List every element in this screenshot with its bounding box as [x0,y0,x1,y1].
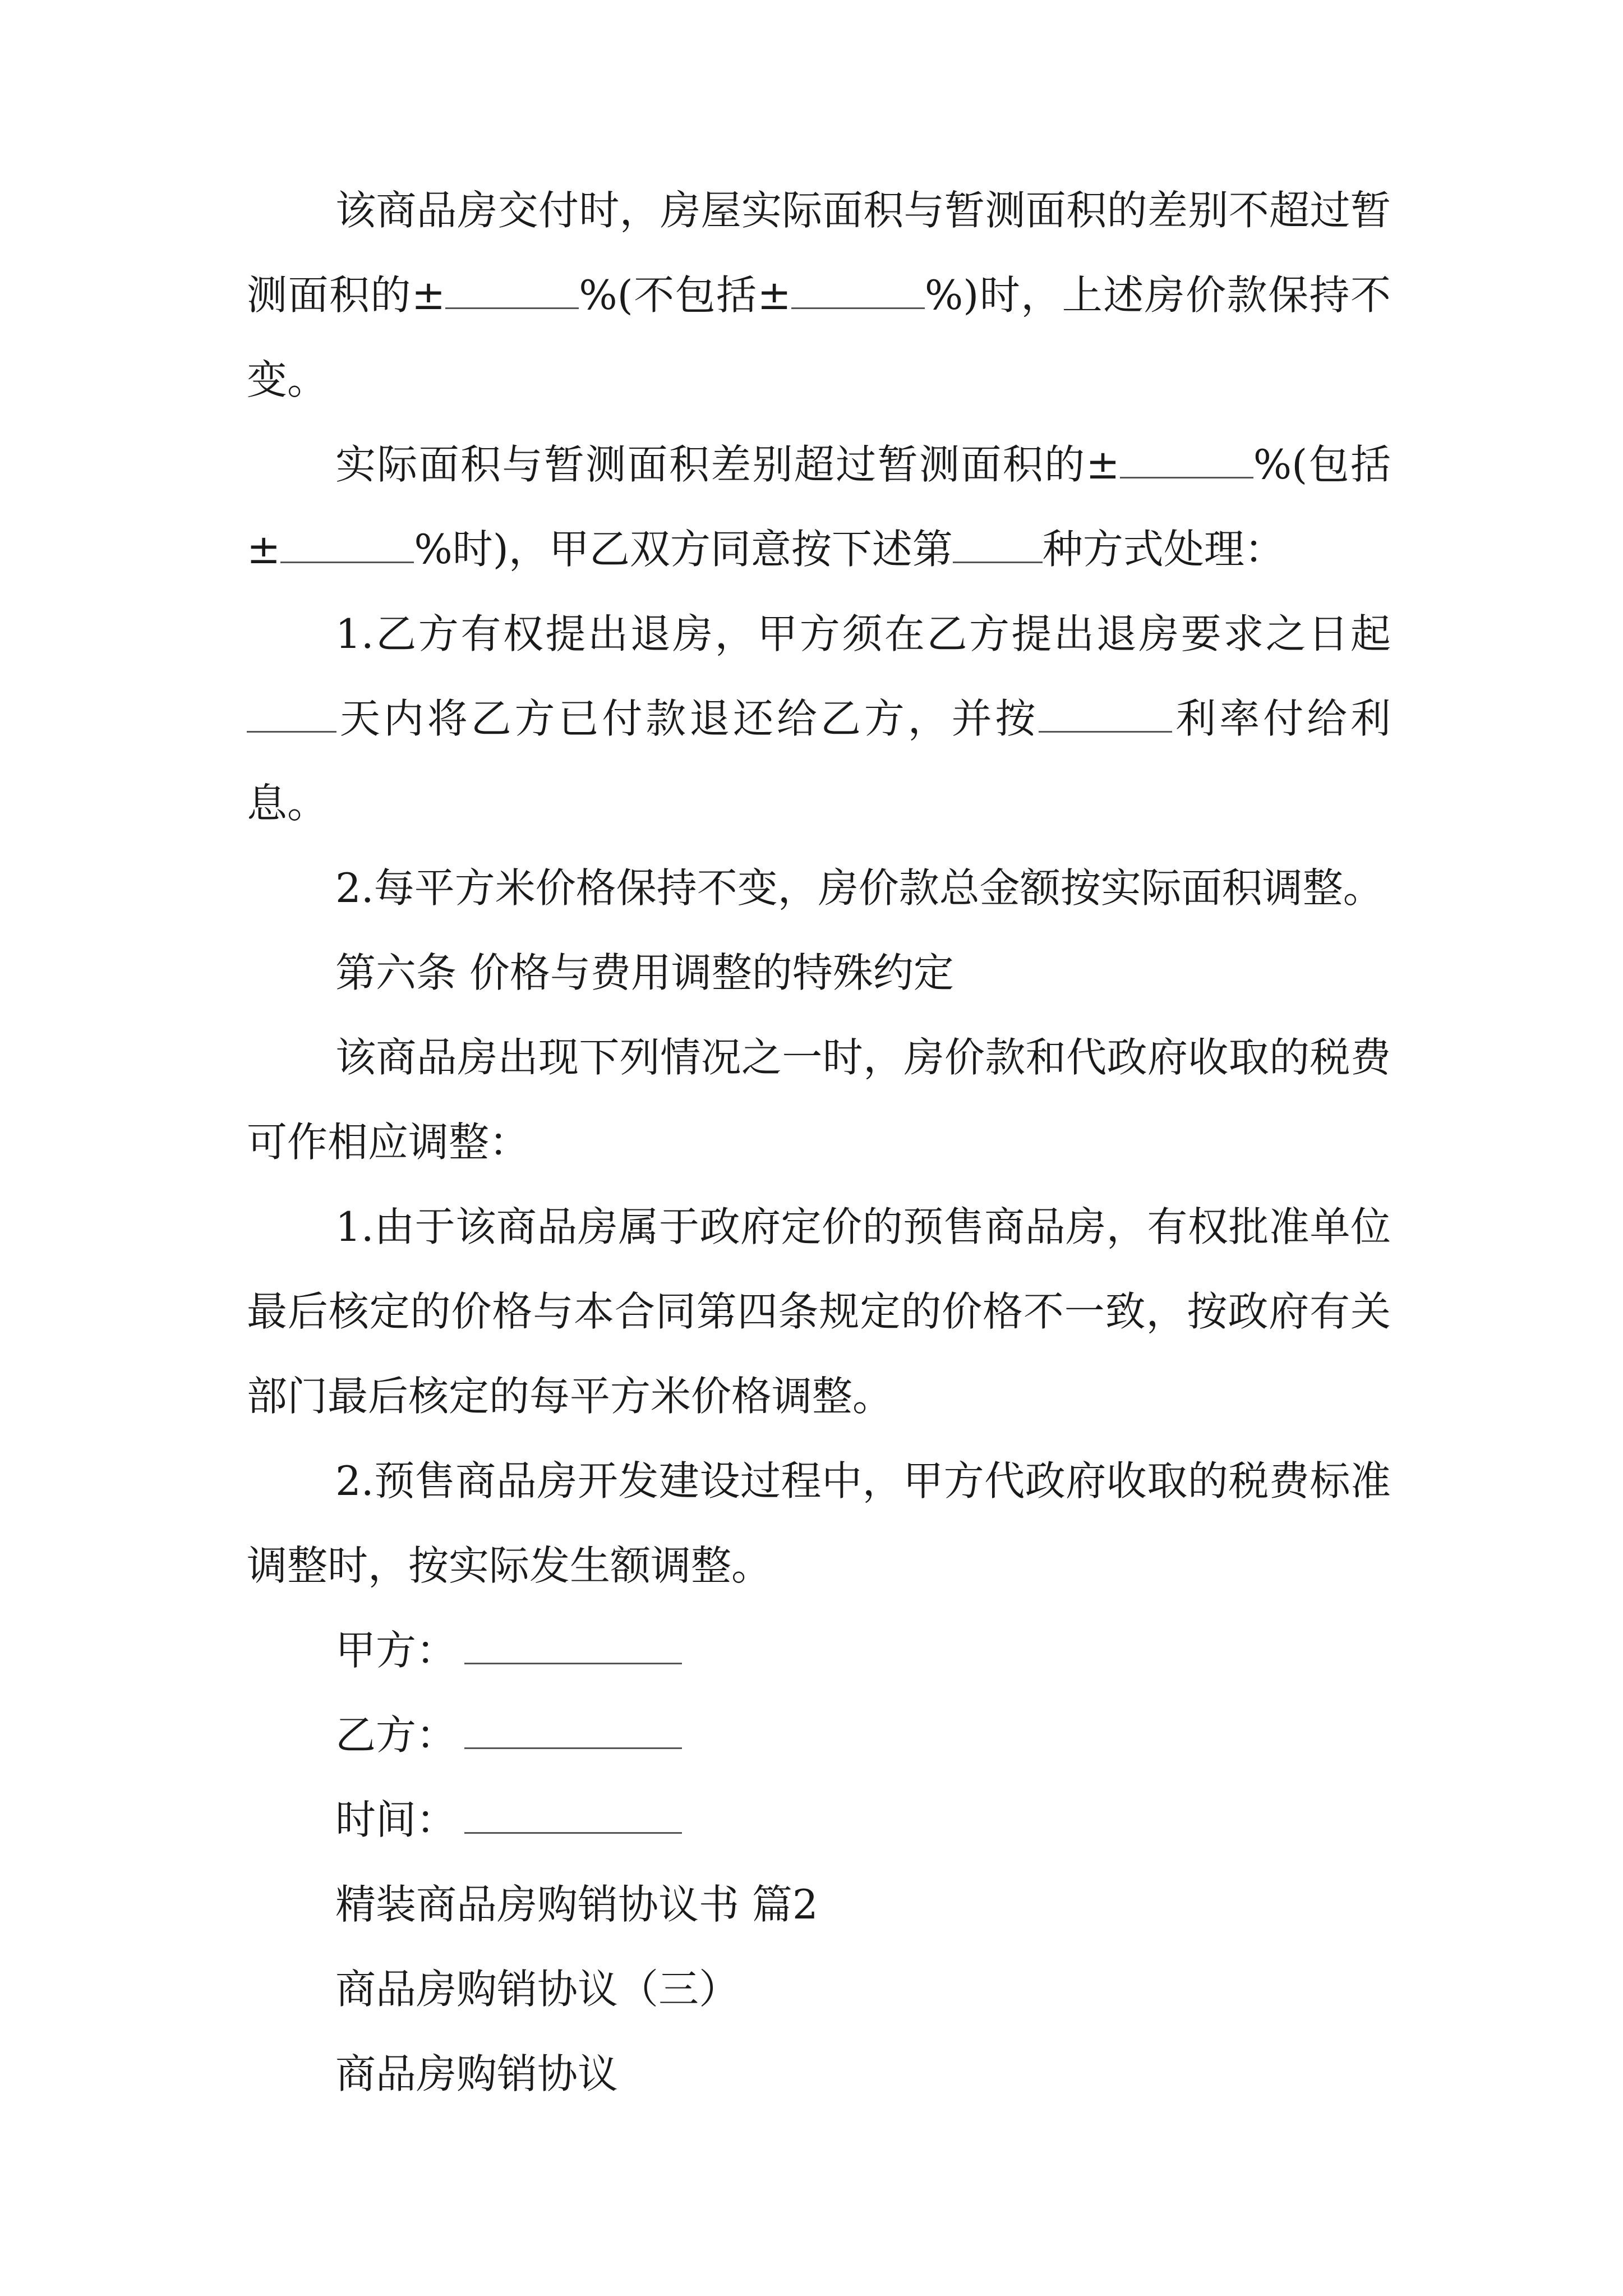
signature-party-a: 甲方： [247,1608,1391,1693]
paragraph-option-1-refund: 1.乙方有权提出退房，甲方须在乙方提出退房要求之日起天内将乙方已付款退还给乙方，并按 利率付给利息。 [247,610,1391,827]
paragraph-adjustment-item-2: 2.预售商品房开发建设过程中，甲方代政府收取的税费标准调整时，按实际发生额调整。 [247,1457,1391,1589]
party-a-signature-blank[interactable] [464,1628,682,1664]
article-6-heading: 第六条 价格与费用调整的特殊约定 [335,949,954,996]
contract-title: 商品房购销协议 [335,2050,619,2097]
signature-time: 时间： [247,1778,1391,1862]
paragraph-area-exceeds: 实际面积与暂测面积差别超过暂测面积的± %(包括± %时)，甲乙双方同意按下述第 种方式处理： [247,441,1391,573]
party-b-signature-blank[interactable] [464,1713,682,1749]
blank-excluded-percent[interactable] [791,273,925,309]
paragraph-adjustment-item-1: 1.由于该商品房属于政府定价的预售商品房，有权批准单位最后核定的价格与本合同第四条规定的价格不一致，按政府有关部门最后核定的每平方米价格调整。 [247,1203,1391,1420]
paragraph-option-2-adjust: 2.每平方米价格保持不变，房价款总金额按实际面积调整。 [335,864,1384,912]
blank-refund-days[interactable] [247,696,336,733]
blank-method-number[interactable] [953,527,1043,563]
blank-exceed-percent[interactable] [1120,442,1253,478]
section-title-part-2: 精装商品房购销协议书 篇2 [335,1881,818,1928]
blank-interest-rate[interactable] [1039,696,1172,733]
document-page [247,168,1391,2116]
signature-party-b: 乙方： [247,1693,1391,1778]
contract-subtitle-three: 商品房购销协议（三） [335,1966,740,2013]
paragraph-area-tolerance: 该商品房交付时，房屋实际面积与暂测面积的差别不超过暂测面积的± %(不包括± %)时，上述房价款保持不变。 [247,187,1391,403]
time-blank[interactable] [464,1797,682,1834]
paragraph-price-adjustment-intro: 该商品房出现下列情况之一时，房价款和代政府收取的税费可作相应调整： [247,1034,1391,1166]
blank-included-percent[interactable] [280,527,414,563]
blank-tolerance-percent[interactable] [445,273,579,309]
